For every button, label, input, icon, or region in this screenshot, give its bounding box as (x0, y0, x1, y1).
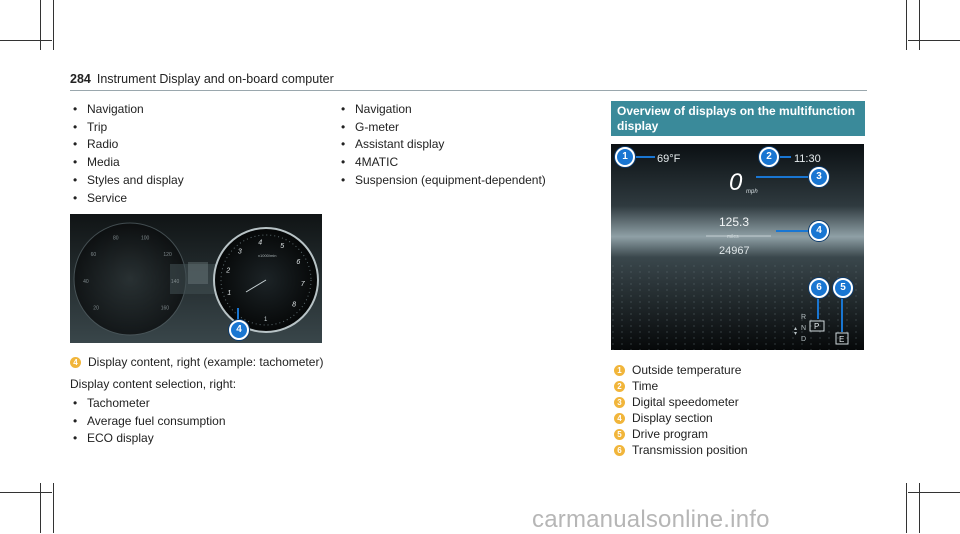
gauge-tick-label: 2 (226, 267, 231, 275)
legend-text: Drive program (632, 426, 709, 441)
gear-d: D (801, 336, 807, 343)
legend-badge: 3 (614, 397, 625, 408)
svg-text:▾: ▾ (794, 331, 798, 337)
figure-caption (70, 355, 323, 369)
page-header (70, 72, 334, 86)
legend-list (614, 363, 748, 458)
legend-text: Display section (632, 410, 713, 425)
list-item: • 4MATIC (340, 154, 546, 172)
callout-4: 4 (229, 320, 249, 340)
list-item: • Tachometer (72, 395, 226, 413)
callout-1: 1 (615, 147, 635, 167)
legend-text: Digital speedometer (632, 394, 739, 409)
section-header (611, 101, 865, 136)
gear-p: P (814, 322, 820, 331)
legend-badge: 2 (614, 381, 625, 392)
speed-unit: mph (746, 189, 758, 195)
list-item: • Navigation (340, 101, 546, 119)
legend-badge: 6 (614, 445, 625, 456)
legend-item (614, 427, 748, 443)
crop-mark (919, 0, 920, 50)
section-title-line2: display (617, 119, 659, 133)
page-number: 284 (70, 72, 91, 86)
gauge-tick-label: 60 (90, 252, 97, 259)
list-item: • Assistant display (340, 136, 546, 154)
caption-badge: 4 (70, 357, 81, 368)
list-item: • Trip (72, 119, 184, 137)
crop-mark (906, 483, 907, 533)
crop-mark (908, 40, 960, 41)
gauge-tick-label: 5 (280, 243, 285, 251)
trip-unit: miles (727, 234, 739, 240)
list-item: • G-meter (340, 119, 546, 137)
odometer-readout: 24967 (719, 245, 750, 257)
list-item: • Styles and display (72, 172, 184, 190)
caption-text: Display content, right (example: tachometer) (88, 355, 324, 369)
crop-mark (53, 483, 54, 533)
legend-badge: 5 (614, 429, 625, 440)
watermark: carmanualsonline.info (532, 506, 770, 533)
gear-n: N (801, 325, 807, 332)
crop-mark (40, 0, 41, 50)
gauge-tick-label: 4 (258, 239, 263, 247)
callout-6: 6 (809, 278, 829, 298)
rpm-unit: x1000/min (258, 253, 277, 258)
list-item: • Suspension (equipment-dependent) (340, 172, 546, 190)
drive-program-indicator: E (839, 335, 845, 344)
crop-mark (0, 492, 52, 493)
legend-item (614, 379, 748, 395)
svg-text:▴: ▴ (794, 326, 798, 332)
gear-r: R (801, 314, 807, 321)
legend-text: Transmission position (632, 442, 748, 457)
temperature-readout: 69°F (657, 153, 681, 165)
gauge-tick-label: 1 (227, 290, 232, 297)
left-menu-list (72, 101, 184, 207)
speed-readout: 0 (729, 169, 743, 196)
trip-readout: 125.3 (719, 215, 750, 229)
gauge-tick-label: 40 (83, 279, 89, 286)
list-item: • Radio (72, 136, 184, 154)
crop-mark (40, 483, 41, 533)
legend-item (614, 411, 748, 427)
gauge-tick-label: 120 (163, 252, 172, 259)
legend-text: Time (632, 378, 659, 393)
callout-5: 5 (833, 278, 853, 298)
gauge-tick-label: 100 (141, 235, 150, 242)
callout-3: 3 (809, 167, 829, 187)
list-item: • ECO display (72, 430, 226, 448)
gauge-tick-label: 3 (237, 248, 242, 256)
crop-mark (919, 483, 920, 533)
callout-2: 2 (759, 147, 779, 167)
gauge-tick-label: 140 (170, 279, 180, 286)
section-title-line1: Overview of displays on the multifunction (617, 104, 856, 118)
selection-heading: Display content selection, right: (70, 377, 237, 391)
gauge-tick-label: 80 (113, 235, 119, 242)
legend-item (614, 395, 748, 411)
gauge-tick-label: 6 (296, 258, 301, 266)
gauge-tick-label: 8 (292, 301, 297, 309)
gauge-tick-label: 160 (160, 305, 170, 312)
callout-4: 4 (809, 221, 829, 241)
legend-badge: 1 (614, 365, 625, 376)
gear-indicator: 1 (264, 317, 268, 323)
legend-item (614, 443, 748, 459)
gauge-tick-label: 20 (93, 305, 99, 312)
crop-mark (906, 0, 907, 50)
header-rule (70, 90, 867, 91)
legend-item (614, 363, 748, 379)
time-readout: 11:30 (794, 153, 821, 165)
list-item: • Media (72, 154, 184, 172)
cluster-graphic (70, 214, 322, 343)
selection-list (72, 395, 226, 448)
list-item: • Service (72, 190, 184, 208)
legend-badge: 4 (614, 413, 625, 424)
list-item: • Navigation (72, 101, 184, 119)
crop-mark (53, 0, 54, 50)
legend-text: Outside temperature (632, 363, 742, 377)
list-item: • Average fuel consumption (72, 413, 226, 431)
crop-mark (908, 492, 960, 493)
page-title: Instrument Display and on-board computer (96, 72, 334, 86)
gauge-tick-label: 7 (300, 280, 305, 288)
multifunction-display-figure (611, 144, 864, 350)
middle-menu-list (340, 101, 546, 190)
instrument-cluster-figure (70, 214, 322, 343)
crop-mark (0, 40, 52, 41)
